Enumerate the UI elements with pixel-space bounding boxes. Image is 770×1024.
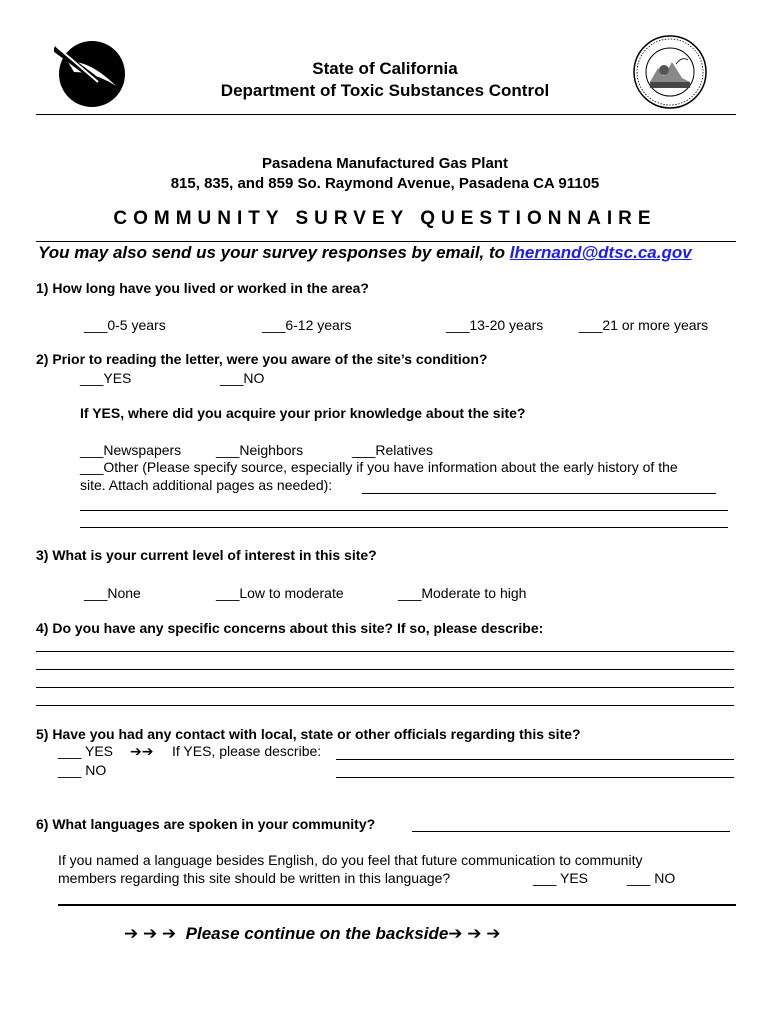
- footer-rule: [58, 904, 736, 906]
- q2-other-line2: site. Attach additional pages as needed):: [80, 477, 333, 493]
- q6-question: 6) What languages are spoken in your community?: [36, 816, 376, 832]
- header-rule: [36, 114, 736, 115]
- q5-question: 5) Have you had any contact with local, state or other officials regarding this site?: [36, 726, 581, 742]
- q1-option-6-12[interactable]: ___6-12 years: [262, 317, 352, 333]
- q4-question: 4) Do you have any specific concerns about this site? If so, please describe:: [36, 620, 544, 636]
- site-name: Pasadena Manufactured Gas Plant: [262, 155, 508, 172]
- q1-option-0-5[interactable]: ___0-5 years: [84, 317, 166, 333]
- email-link[interactable]: lhernand@dtsc.ca.gov: [509, 243, 692, 262]
- q4-answer-line-4[interactable]: [36, 705, 734, 706]
- q1-question: 1) How long have you lived or worked in the area?: [36, 280, 369, 296]
- q3-question: 3) What is your current level of interest in this site?: [36, 547, 377, 563]
- header-department: Department of Toxic Substances Control: [220, 81, 550, 100]
- q2-yes[interactable]: ___YES: [80, 370, 132, 386]
- email-note-text: You may also send us your survey responses by email, to: [38, 243, 510, 262]
- q1-option-21-plus[interactable]: ___21 or more years: [579, 317, 709, 333]
- q2-other-line1[interactable]: ___Other (Please specify source, especially if you have information about the early history of the: [80, 459, 678, 475]
- site-address: 815, 835, and 859 So. Raymond Avenue, Pasadena CA 91105: [170, 175, 600, 192]
- q6-followup-line1: If you named a language besides English, do you feel that future communication to community: [58, 852, 643, 868]
- header-state: State of California: [312, 59, 458, 78]
- q4-answer-line-1[interactable]: [36, 651, 734, 652]
- q2-followup-text: , where did you acquire your prior knowledge about the site?: [120, 405, 526, 421]
- q5-describe-line-2[interactable]: [336, 777, 734, 778]
- title-rule: [36, 241, 736, 242]
- q2-source-neighbors[interactable]: ___Neighbors: [216, 442, 304, 458]
- q5-yes[interactable]: ___ YES: [58, 743, 114, 759]
- q2-source-newspapers[interactable]: ___Newspapers: [80, 442, 182, 458]
- footer-arrows-right-icon: ➔ ➔ ➔: [448, 924, 501, 943]
- page-title: COMMUNITY SURVEY QUESTIONNAIRE: [113, 208, 657, 229]
- q5-arrows-icon: ➔➔: [130, 743, 154, 759]
- q5-describe-line-1[interactable]: [336, 759, 734, 760]
- q4-answer-line-2[interactable]: [36, 669, 734, 670]
- q1-option-13-20[interactable]: ___13-20 years: [446, 317, 544, 333]
- dtsc-logo-icon: [54, 38, 126, 110]
- footer-continue-text: Please continue on the backside: [185, 924, 449, 943]
- q2-followup-if-yes: If YES: [80, 405, 121, 421]
- california-seal-icon: [632, 34, 708, 110]
- q3-option-low[interactable]: ___Low to moderate: [216, 585, 344, 601]
- q4-answer-line-3[interactable]: [36, 687, 734, 688]
- email-note: [38, 243, 692, 263]
- q6-answer-line[interactable]: [412, 831, 730, 832]
- q6-no[interactable]: ___ NO: [627, 870, 676, 886]
- q2-other-answer-line[interactable]: [362, 493, 716, 494]
- q3-option-moderate-high[interactable]: ___Moderate to high: [398, 585, 527, 601]
- q6-yes[interactable]: ___ YES: [533, 870, 589, 886]
- q5-describe-label: If YES, please describe:: [172, 743, 322, 759]
- footer-arrows-left-icon: ➔ ➔ ➔: [124, 924, 177, 943]
- q6-followup-line2: members regarding this site should be written in this language?: [58, 870, 451, 886]
- q2-no[interactable]: ___NO: [220, 370, 265, 386]
- q2-source-relatives[interactable]: ___Relatives: [352, 442, 433, 458]
- q2-question: 2) Prior to reading the letter, were you aware of the site’s condition?: [36, 351, 488, 367]
- q2-answer-line-3[interactable]: [80, 527, 728, 528]
- q3-option-none[interactable]: ___None: [84, 585, 141, 601]
- q2-followup: [80, 405, 526, 421]
- q2-answer-line-2[interactable]: [80, 510, 728, 511]
- footer: [124, 924, 500, 944]
- q5-no[interactable]: ___ NO: [58, 762, 107, 778]
